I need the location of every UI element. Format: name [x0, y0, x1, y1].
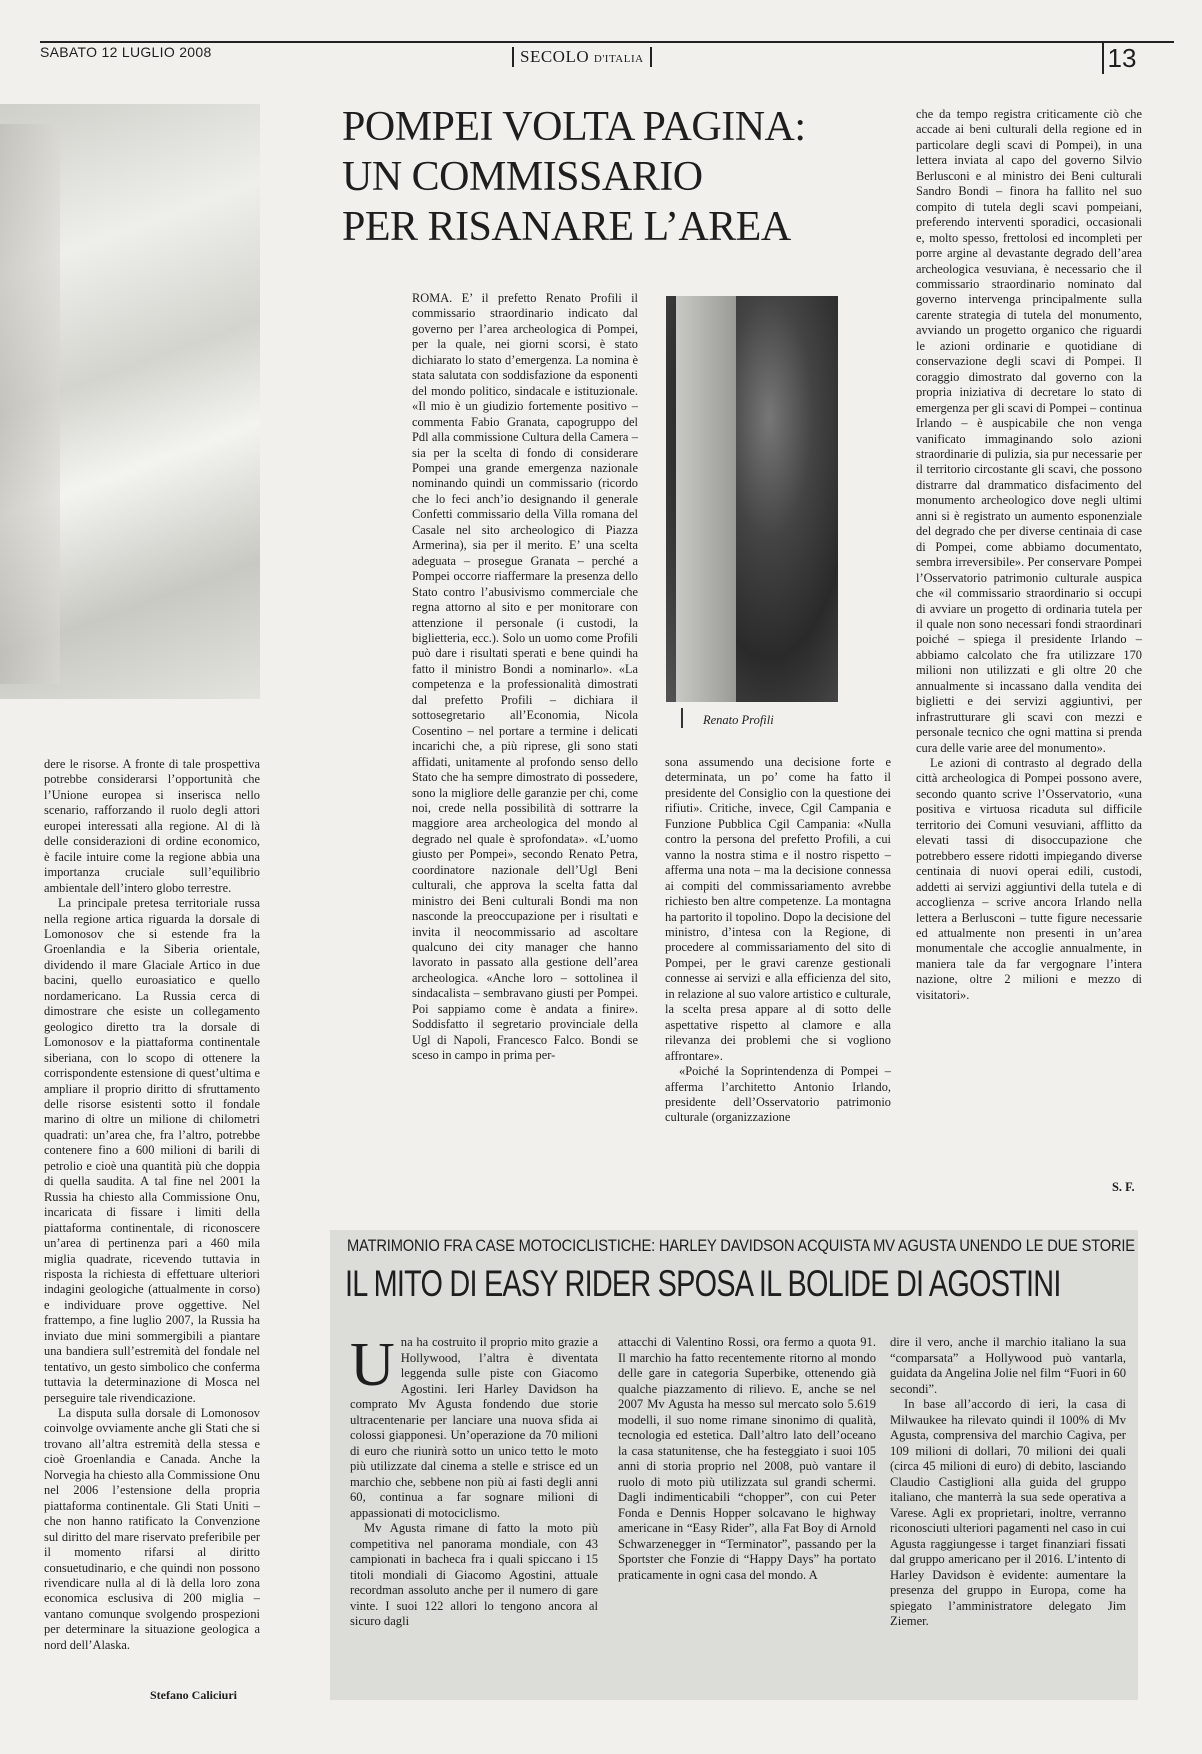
paragraph: «Poiché la Soprintendenza di Pompei – afferma l’architetto Antonio Irlando, presidente dell’Osservatorio patrimonio culturale (organizzazione — [665, 1064, 891, 1125]
paragraph: Le azioni di contrasto al degrado della città archeologica di Pompei possono avere, secondo quanto scrive l’Osservatorio, «una positiva e virtuosa ricaduta sul difficile territorio dei Comuni vesuviani, afflitto da elevati tassi di disoccupazione che potrebbero essere ridotti impiegando diverse centinaia di nuovi operai edili, custodi, addetti ai servizi aggiuntivi della tutela e di accoglienza – scrive ancora Irlando nella lettera a Berlusconi – tutte figure necessarie ed attualmente non presenti in un’area monumentale che accoglie annualmente, in maniera tale da far vergognare l’intera nazione, oltre 2 milioni e mezzo di visitatori». — [916, 756, 1142, 1002]
article-column-1 — [412, 291, 638, 1064]
article2-kicker: MATRIMONIO FRA CASE MOTOCICLISTICHE: HARLEY DAVIDSON ACQUISTA MV AGUSTA UNENDO LE DUE STORIE — [347, 1237, 1135, 1255]
paragraph: dire il vero, anche il marchio italiano la sua “comparsata” a Hollywood può vantarla, guidata da Angelina Jolie nel film “Fuori in 60 secondi”. — [890, 1335, 1126, 1396]
title-line: POMPEI VOLTA PAGINA: — [342, 104, 806, 150]
article-column-3 — [916, 107, 1142, 1003]
masthead-suffix: D'ITALIA — [593, 53, 644, 65]
page-number: 13 — [1102, 42, 1140, 74]
paragraph: Mv Agusta rimane di fatto la moto più competitiva nel panorama mondiale, con 43 campionati in bacheca fra i quali spiccano i 15 titoli mondiali di Giacomo Agostini, attuale recordman assoluto anche per il numero di gare vinte. I suoi 122 allori lo tengono ancora al sicuro dagli — [350, 1521, 598, 1628]
photo-caption: Renato Profili — [703, 713, 774, 727]
title-line: UN COMMISSARIO — [342, 154, 703, 200]
paragraph: che da tempo registra criticamente ciò che accade ai beni culturali della regione ed in particolare degli scavi di Pompei), in una lettera inviata al capo del governo Silvio Berlusconi e al ministro dei Beni culturali Sandro Bondi – finora ha fallito nel suo compito di tutela degli scavi pompeiani, preferendo interventi sporadici, occasionali e, molto spesso, frettolosi ed incompleti per porre argine al devastante degrado dell’area archeologica vesuviana, è necessario che il commissario straordinario nominato dal governo intervenga principalmente sulla carente strategia di tutela del monumento, avviando un progetto organico che riguardi le azioni ordinarie e quotidiane di conservazione degli scavi di Pompei. Il coraggio dimostrato dal governo con la propria iniziativa di decretare lo stato di emergenza per gli scavi di Pompei – continua Irlando – è auspicabile che non venga vanificato immaginando solo azioni straordinarie di pulizia, sia pur necessarie per il territorio circostante gli scavi, che possono distrarre dal drammatico disfacimento del monumento archeologico dove negli ultimi anni si è registrato un aumento esponenziale del degrado che per diverse centinaia di case di Pompei, come abbiamo documentato, sembra irreversibile». Per conservare Pompei l’Osservatorio patrimonio culturale auspica che «il commissario straordinario si occupi di avviare un progetto di ordinaria tutela per il quale non sono necessari fondi straordinari poiché – spiega il presidente Irlando – abbiamo calcolato che fra utilizzare 170 milioni non utilizzati e gli oltre 20 che annualmente si incassano dalla vendita dei biglietti e dei servizi aggiuntivi, per infrastrutturare gli scavi con mezzi e personale tecnico che ogni mattina si prenda cura delle varie aree del monumento». — [916, 107, 1142, 755]
paragraph — [412, 291, 638, 1064]
caption-bar — [681, 708, 683, 728]
paragraph: La principale pretesa territoriale russa nella regione artica riguarda la dorsale di Lomonosov che si estende fra la Groenlandia e la Siberia orientale, dividendo il mare Glaciale Artico in due bacini, quello euroasiatico e quello nordamericano. La Russia cerca di dimostrare che esiste un collegamento geologico diretto tra la dorsale di Lomonosov e la piattaforma continentale siberiana, con lo scopo di ottenere la corrispondente estensione di quest’ultima e ampliare il proprio diritto di sfruttamento delle risorse esistenti sotto il fondale marino di oltre un milione di chilometri quadrati: un’area che, fra l’altro, potrebbe contenere fino a 600 milioni di barili di petrolio e cioè una quantità più che doppia di quella saudita. A tal fine nel 2001 la Russia ha chiesto alla Commissione Onu, incaricata di fissare i limiti della piattaforma continentale, di riconoscere un’area di pertinenza pari a 460 mila miglia quadrate, ricevendo tuttavia in risposta la richiesta di effettuare ulteriori indagini geologiche (attualmente in corso) e individuare prove oggettive. Nel frattempo, a fine luglio 2007, la Russia ha inviato due mini sommergibili a piantare una bandiera sull’estremità del fondale nel tentativo, un gesto simbolico che conferma tuttavia la determinazione di Mosca nel perseguire tale rivendicazione. — [44, 896, 260, 1405]
masthead — [512, 47, 652, 67]
article2-column-2 — [618, 1335, 876, 1583]
drop-cap: U — [350, 1331, 395, 1399]
article-title — [342, 102, 862, 252]
paragraph-text: E’ il prefetto Renato Profili il commissario straordinario indicato dal governo per l’area archeologica di Pompei, per la quale, nei giorni scorsi, è stato dichiarato lo stato d’emergenza. La nomina è stata salutata con soddisfazione da esponenti del mondo politico, sindacale e istituzionale. «Il mio è un giudizio fortemente positivo – commenta Fabio Granata, capogruppo del Pdl alla commissione Cultura della Camera – sia per la scelta di fondo di considerare Pompei una grande emergenza nazionale nominando quindi un commissario (ricordo che lo feci anch’io designando il generale Confetti commissario della Villa romana del Casale nel sito archeologico di Piazza Armerina), sia per il merito. E’ una scelta adeguata – prosegue Granata – perché a Pompei occorre riaffermare la presenza dello Stato contro l’abusivismo commerciale che regna attorno al sito e per monitorare con attenzione il personale (i custodi, la biglietteria, ecc.). Solo un uomo come Profili può dare i risultati sperati e bene quindi ha fatto il ministro Bondi a nominarlo». «La competenza e la professionalità dimostrati dal prefetto Profili – dichiara il sottosegretario all’Economia, Nicola Cosentino – nel portare a termine i delicati incarichi che, a più riprese, gli sono stati affidati, unitamente al profondo senso dello Stato che ha sempre dimostrato di possedere, sono la migliore delle garanzie per chi, come noi, crede nella possibilità di sottrarre la maggiore area archeologica del mondo al degrado nel quale è sprofondata». «L’uomo giusto per Pompei», secondo Renato Petra, coordinatore nazionale dell’Ugl Beni culturali, che approva la scelta fatta dal ministro dei Beni culturali Bondi ma non nasconde la preoccupazione per i risultati e invita il neocommissario ad ascoltare qualcuno dei city manager che hanno lavorato in passato alla gestione dell’area archeologica. «Anche loro – sottolinea il sindacalista – sembravano giusti per Pompei. Poi sappiamo come è andata a finire». Soddisfatto il segretario provinciale della Ugl di Napoli, Francesco Falco. Bondi se sceso in campo in prima per- — [412, 291, 638, 1063]
issue-date: SABATO 12 LUGLIO 2008 — [40, 44, 212, 60]
paragraph: In base all’accordo di ieri, la casa di Milwaukee ha rilevato quindi il 100% di Mv Agusta, comprensiva del marchio Cagiva, per 109 milioni di dollari, 70 milioni dei quali (circa 45 milioni di euro) di debito, lasciando Claudio Castiglioni alla guida del gruppo italiano, che manterrà la sua sede operativa a Varese. Agli ex proprietari, inoltre, verranno riconosciuti ulteriori pagamenti nel caso in cui Agusta raggiungesse i target finanziari fissati dal gruppo americano per il 2016. L’intento di Harley Davidson è evidente: aumentare la presenza del gruppo in Europa, come ha spiegato l’amministratore delegato Jim Ziemer. — [890, 1397, 1126, 1628]
paragraph-text: na ha costruito il proprio mito grazie a Hollywood, l’altra è diventata leggenda sulle piste con Giacomo Agostini. Ieri Harley Davidson ha comprato Mv Agusta fondendo due storie ultracentenarie per lanciare una nuova sfida ai colossi giapponesi. Un’operazione da 70 milioni di euro che riunirà sotto un unico tetto le moto più utilizzate dal cinema a stelle e strisce ed un marchio che, sebbene non più ai fasti degli anni 60, continua a far sognare milioni di appassionati di motociclismo. — [350, 1335, 598, 1520]
paragraph: dere le risorse. A fronte di tale prospettiva potrebbe considerarsi l’opportunità che l’Unione europea si inserisca nello scenario, rafforzando il ruolo degli attori europei interessati alla regione. Al di là delle considerazioni di ordine economico, è facile intuire come la regione abbia una importanza cruciale sull’equilibrio ambientale dell’intero globo terrestre. — [44, 757, 260, 895]
article2-column-3 — [890, 1335, 1126, 1630]
paragraph: sona assumendo una decisione forte e determinata, un po’ come ha fatto il presidente del Consiglio con la questione dei rifiuti». Critiche, invece, Cgil Campania e Funzione Pubblica Cgil Campania: «Nulla contro la persona del prefetto Profili, a cui vanno la nostra stima e il nostro rispetto – afferma una nota – ma la decisione connessa ai compiti del commissariamento avrebbe richiesto ben altre competenze. La montagna ha partorito il topolino. Dopo la decisione del ministro, d’intesa con la Regione, di procedere al commissariamento del sito di Pompei, per le gravi carenze gestionali connesse ai servizi e alla efficienza del sito, in relazione al suo valore artistico e culturale, la scelta presa appare al di sotto delle aspettative rispetto al clamore e alla rilevanza dei problemi che si vogliono affrontare». — [665, 755, 891, 1063]
paragraph: attacchi di Valentino Rossi, ora fermo a quota 91. Il marchio ha fatto recentemente ritorno al mondo delle gare in categoria Superbike, ottenendo già qualche piazzamento di rilievo. E, anche se nel 2007 Mv Agusta ha messo sul mercato solo 5.619 modelli, il suo nome rimane sinonimo di qualità, tecnologia ed estetica. Dall’altro lato dell’oceano la casa statunitense, che ha festeggiato i suoi 105 anni di storia proprio nel 2008, può vantare il ruolo di moto più utilizzata sul grandi schermi. Dagli indimenticabili “chopper”, con cui Peter Fonda e Dennis Hopper solcavano le highway americane in “Easy Rider”, alla Fat Boy di Arnold Schwarzenegger in “Terminator”, passando per la Sportster che Fonzie di “Happy Days” ha portato praticamente in ogni casa del mondo. A — [618, 1335, 876, 1582]
title-line: PER RISANARE L’AREA — [342, 204, 791, 250]
article2-headline: IL MITO DI EASY RIDER SPOSA IL BOLIDE DI AGOSTINI — [345, 1263, 1061, 1304]
dateline: ROMA. — [412, 291, 453, 305]
article-column-2 — [665, 755, 891, 1126]
article-signature: S. F. — [1112, 1180, 1135, 1194]
article2-column-1 — [350, 1331, 598, 1630]
paragraph — [350, 1331, 598, 1521]
left-photo — [0, 104, 260, 699]
left-article-signature: Stefano Caliciuri — [150, 1688, 237, 1702]
masthead-name: SECOLO — [520, 47, 590, 66]
paragraph: La disputa sulla dorsale di Lomonosov coinvolge ovviamente anche gli Stati che si trovano all’altra estremità della stessa e cioè Groenlandia e Canada. Anche la Norvegia ha chiesto alla Commissione Onu nel 2006 l’estensione della propria piattaforma continentale. Gli Stati Uniti – che non hanno ratificato la Convenzione sul diritto del mare riservato preferibile per il momento rifarsi al diritto consuetudinario, e che quindi non possono rivendicare nulla al di là della loro zona economica esclusiva di 200 miglia – vantano comunque svolgendo prospezioni per determinare la situazione geologica a nord dell’Alaska. — [44, 1406, 260, 1652]
header-rule — [40, 41, 1174, 43]
left-article-column — [44, 757, 260, 1653]
portrait-photo — [666, 296, 838, 702]
